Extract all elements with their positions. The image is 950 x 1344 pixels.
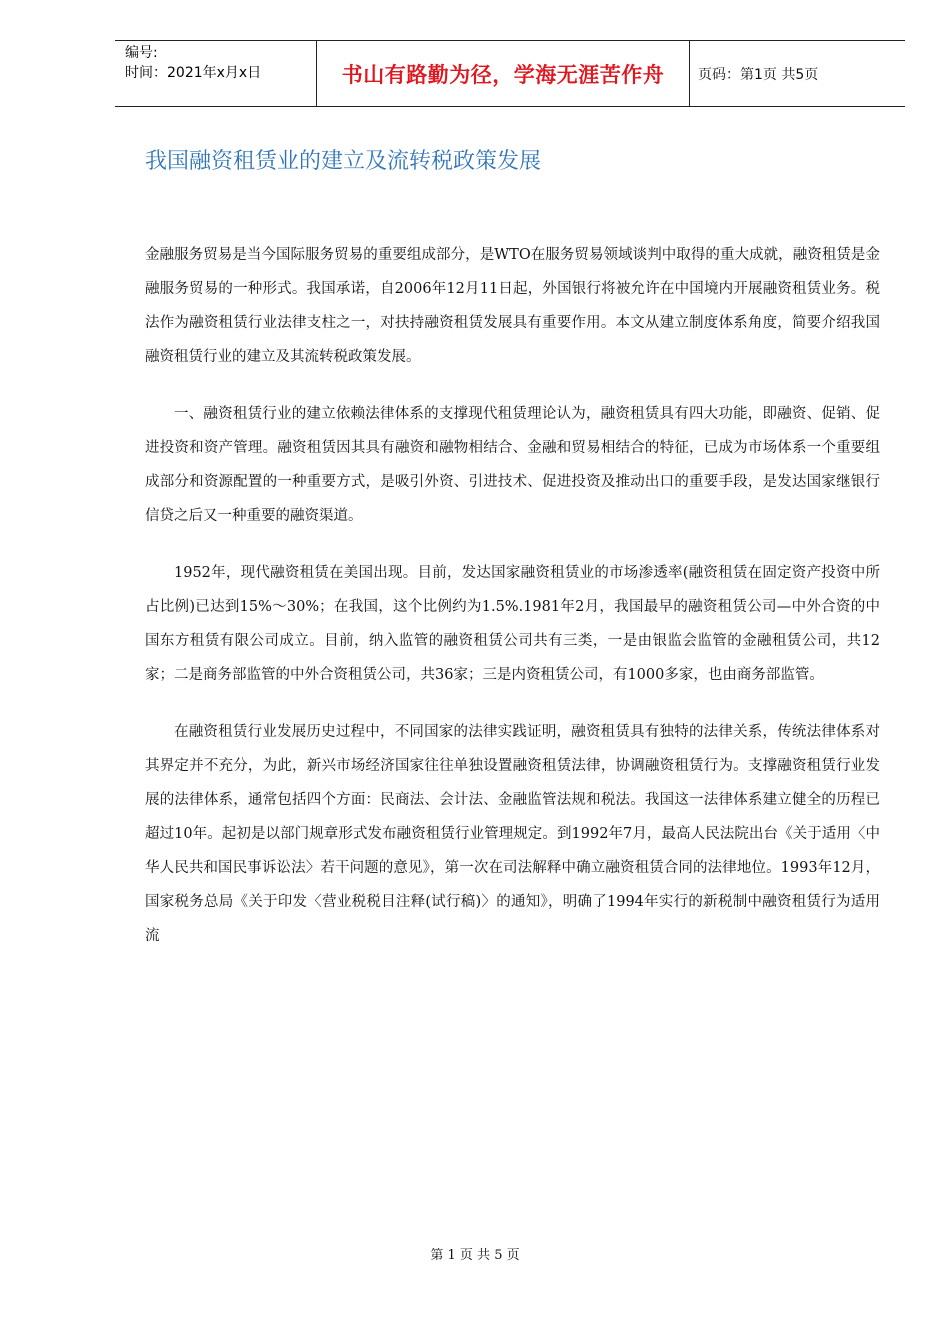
page-header: [115, 40, 905, 107]
paragraph: 金融服务贸易是当今国际服务贸易的重要组成部分，是WTO在服务贸易领域谈判中取得的重大成就，融资租赁是金融服务贸易的一种形式。我国承诺，自2006年12月11日起，外国银行将被允许在中国境内开展融资租赁业务。税法作为融资租赁行业法律支柱之一，对扶持融资租赁发展具有重要作用。本文从建立制度体系角度，简要介绍我国融资租赁行业的建立及其流转税政策发展。: [145, 247, 880, 365]
page-footer: 第 1 页 共 5 页: [430, 1248, 520, 1263]
document-time-label: 时间：2021年x月x日: [125, 65, 262, 81]
paragraph: 1952年，现代融资租赁在美国出现。目前，发达国家融资租赁业的市场渗透率(融资租赁在固定资产投资中所占比例)已达到15%～30%；在我国，这个比例约为1.5%.1981年2月，我国最早的融资租赁公司—中外合资的中国东方租赁有限公司成立。目前，纳入监管的融资租赁公司共有三类，一是由银监会监管的金融租赁公司，共12家；二是商务部监管的中外合资租赁公司，共36家；三是内资租赁公司，有1000多家，也由商务部监管。: [145, 565, 880, 683]
document-number-label: 编号:: [125, 45, 158, 61]
header-page-info: 页码：第1页 共5页: [698, 66, 819, 83]
paragraph: 在融资租赁行业发展历史过程中，不同国家的法律实践证明，融资租赁具有独特的法律关系，传统法律体系对其界定并不充分，为此，新兴市场经济国家往往单独设置融资租赁法律，协调融资租赁行为。支撑融资租赁行业发展的法律体系，通常包括四个方面：民商法、会计法、金融监管法规和税法。我国这一法律体系建立健全的历程已超过10年。起初是以部门规章形式发布融资租赁行业管理规定。到1992年7月，最高人民法院出台《关于适用〈中华人民共和国民事诉讼法〉若干问题的意见》，第一次在司法解释中确立融资租赁合同的法律地位。1993年12月，国家税务总局《关于印发〈营业税税目注释(试行稿)〉的通知》，明确了1994年实行的新税制中融资租赁行为适用流: [145, 724, 880, 944]
header-motto: 书山有路勤为径，学海无涯苦作舟: [316, 41, 690, 106]
paragraph: 一、融资租赁行业的建立依赖法律体系的支撑现代租赁理论认为，融资租赁具有四大功能，即融资、促销、促进投资和资产管理。融资租赁因其具有融资和融物相结合、金融和贸易相结合的特征，已成为市场体系一个重要组成部分和资源配置的一种重要方式，是吸引外资、引进技术、促进投资及推动出口的重要手段，是发达国家继银行信贷之后又一种重要的融资渠道。: [145, 406, 880, 524]
header-meta: [115, 41, 316, 106]
document-body: [145, 238, 880, 976]
document-title: 我国融资租赁业的建立及流转税政策发展: [145, 149, 542, 174]
